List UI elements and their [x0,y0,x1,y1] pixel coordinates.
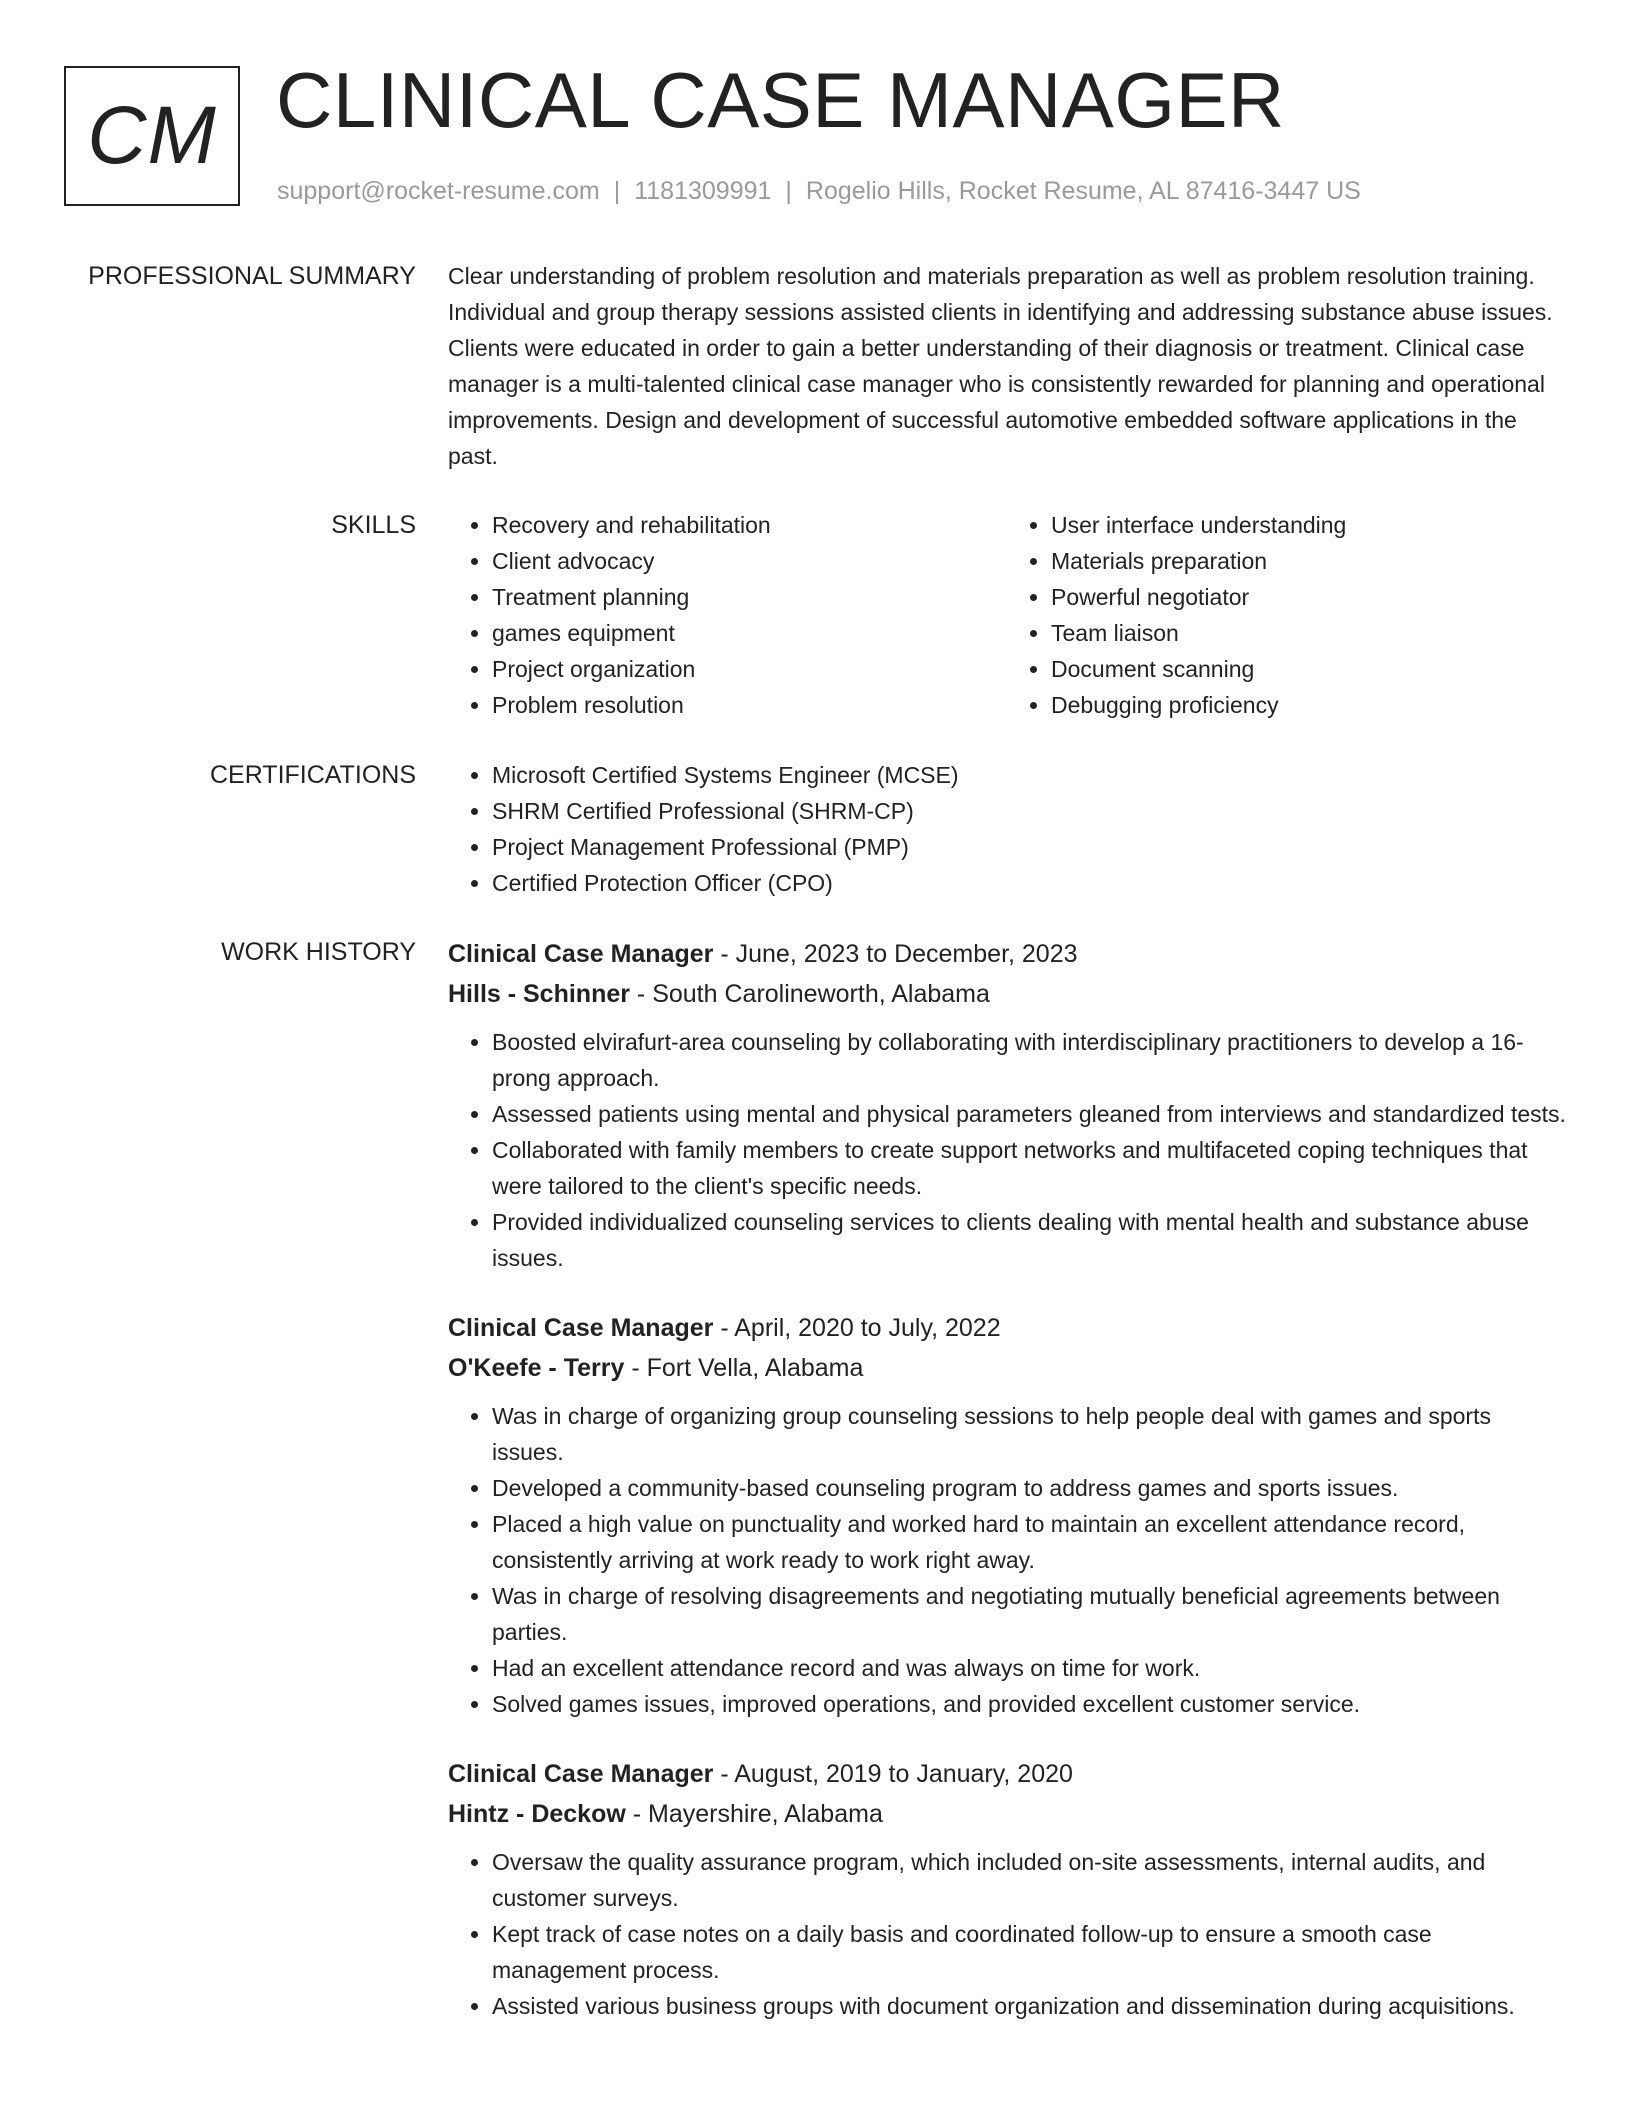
job-location: South Carolineworth, Alabama [652,980,990,1008]
skill-item: • games equipment [492,615,1007,651]
skill-item: • Client advocacy [492,543,1007,579]
job-dash: - [713,1314,735,1342]
page-title: CLINICAL CASE MANAGER [276,56,1285,144]
skill-item: • Team liaison [1051,615,1566,651]
job-role-line [448,934,1566,974]
job-bullet: • Provided individualized counseling services to clients dealing with mental health and substance abuse issues. [492,1204,1566,1276]
skill-item: • Project organization [492,651,1007,687]
certification-item: • SHRM Certified Professional (SHRM-CP) [492,793,1566,829]
skill-item: • User interface understanding [1051,507,1566,543]
job-bullet: • Developed a community-based counseling program to address games and sports issues. [492,1470,1566,1506]
job-bullets [448,1024,1566,1276]
job-entry [448,1754,1566,2024]
job-bullet: • Kept track of case notes on a daily basis and coordinated follow-up to ensure a smooth case management process. [492,1916,1566,1988]
contact-phone: 1181309991 [634,177,772,205]
job-bullet: • Was in charge of resolving disagreements and negotiating mutually beneficial agreements between parties. [492,1578,1566,1650]
skill-item: • Problem resolution [492,687,1007,723]
job-role-line [448,1308,1566,1348]
work-title: WORK HISTORY [221,938,416,966]
job-bullet: • Assessed patients using mental and physical parameters gleaned from interviews and standardized tests. [492,1096,1566,1132]
job-location: Fort Vella, Alabama [646,1354,864,1382]
skill-item: • Debugging proficiency [1051,687,1566,723]
certifications-title: CERTIFICATIONS [209,761,416,789]
job-entry [448,1308,1566,1722]
job-dash: - [624,1354,647,1382]
job-company-line [448,1794,1566,1834]
job-company: Hills - Schinner [448,980,630,1008]
contact-line [277,176,1361,206]
job-dates: August, 2019 to January, 2020 [734,1760,1073,1788]
skill-item: • Document scanning [1051,651,1566,687]
job-dash: - [713,1760,735,1788]
contact-address: Rogelio Hills, Rocket Resume, AL 87416-3447 US [805,177,1361,205]
skill-item: • Recovery and rehabilitation [492,507,1007,543]
monogram-initials: CM [87,90,217,181]
job-dash: - [713,940,736,968]
skill-item: • Powerful negotiator [1051,579,1566,615]
summary-title: PROFESSIONAL SUMMARY [88,262,416,290]
summary-body [448,258,1566,474]
job-location: Mayershire, Alabama [648,1800,883,1828]
job-bullet: • Oversaw the quality assurance program, which included on-site assessments, internal audits, and customer surveys. [492,1844,1566,1916]
contact-separator: | [613,177,621,205]
job-bullets [448,1844,1566,2024]
skills-list-left [448,507,1007,723]
job-bullet: • Collaborated with family members to create support networks and multifaceted coping techniques that were tailored to the client's specific needs. [492,1132,1566,1204]
job-role-line [448,1754,1566,1794]
summary-text: Clear understanding of problem resolution and materials preparation as well as problem resolution training. Individual and group therapy sessions assisted clients in identifying and addressing substance abuse issues. Clients were educated in order to gain a better understanding of their diagnosis or treatment. Clinical case manager is a multi-talented clinical case manager who is consistently rewarded for planning and operational improvements. Design and development of successful automotive embedded software applications in the past. [448,263,1553,469]
skills-grid [448,507,1566,723]
job-company-line [448,974,1566,1014]
job-dash: - [629,980,653,1008]
contact-separator: | [785,177,792,205]
job-role: Clinical Case Manager [448,940,714,968]
job-role: Clinical Case Manager [448,1760,714,1788]
certifications-body [448,757,1566,901]
job-company-line [448,1348,1566,1388]
certification-item: • Certified Protection Officer (CPO) [492,865,1566,901]
skills-body [448,507,1566,723]
skills-list-right [1007,507,1566,723]
job-bullet: • Boosted elvirafurt-area counseling by collaborating with interdisciplinary practitioners to develop a 16-prong approach. [492,1024,1566,1096]
work-body [448,934,1566,2056]
job-role: Clinical Case Manager [448,1314,714,1342]
skills-title: SKILLS [331,511,416,539]
job-dates: April, 2020 to July, 2022 [734,1314,1001,1342]
contact-email: support@rocket-resume.com [277,177,600,205]
certification-item: • Project Management Professional (PMP) [492,829,1566,865]
job-bullet: • Assisted various business groups with document organization and dissemination during acquisitions. [492,1988,1566,2024]
certification-item: • Microsoft Certified Systems Engineer (MCSE) [492,757,1566,793]
job-bullets [448,1398,1566,1722]
job-entry [448,934,1566,1276]
job-bullet: • Placed a high value on punctuality and worked hard to maintain an excellent attendance record, consistently arriving at work ready to work right away. [492,1506,1566,1578]
job-dates: June, 2023 to December, 2023 [735,940,1078,968]
job-bullet: • Solved games issues, improved operations, and provided excellent customer service. [492,1686,1566,1722]
job-bullet: • Was in charge of organizing group counseling sessions to help people deal with games and sports issues. [492,1398,1566,1470]
job-bullet: • Had an excellent attendance record and was always on time for work. [492,1650,1566,1686]
monogram-box [64,66,240,206]
job-dash: - [625,1800,649,1828]
certifications-list [448,757,1566,901]
job-company: Hintz - Deckow [448,1800,626,1828]
job-company: O'Keefe - Terry [448,1354,625,1382]
skill-item: • Materials preparation [1051,543,1566,579]
skill-item: • Treatment planning [492,579,1007,615]
